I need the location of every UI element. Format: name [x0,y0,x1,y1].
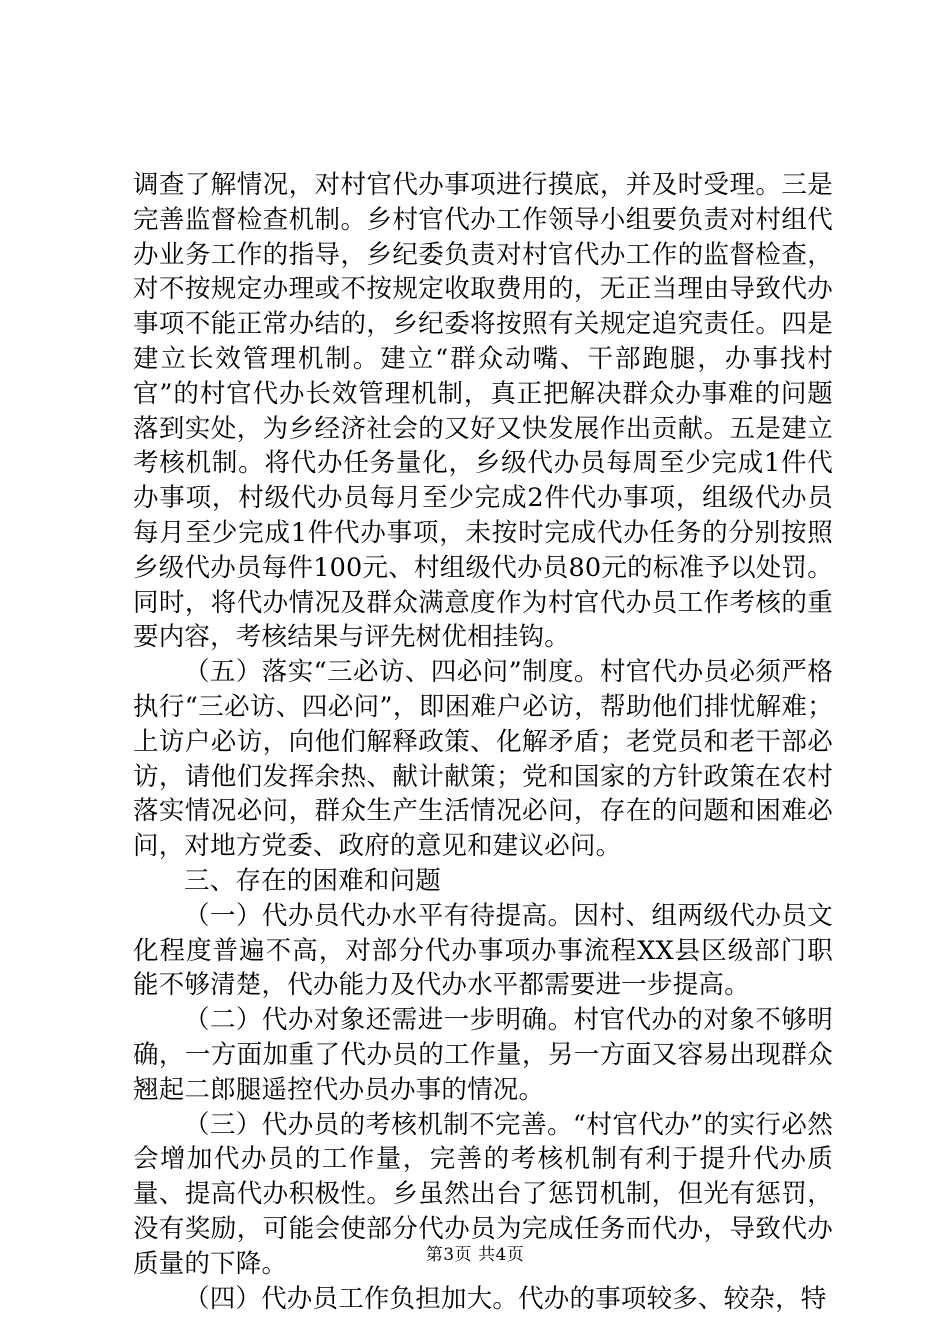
paragraph-2: （五）落实“三必访、四必问”制度。村官代办员必须严格执行“三必访、四必问”，即困难户必访，帮助他们排忧解难；上访户必访，向他们解释政策、化解矛盾；老党员和老干部必访，请他们发挥余热、献计献策；党和国家的方针政策在农村落实情况必问，群众生产生活情况必问，存在的问题和困难必问，对地方党委、政府的意见和建议必问。 [133,657,833,862]
page-footer [0,1244,950,1266]
paragraph-5: （三）代办员的考核机制不完善。“村官代办”的实行必然会增加代办员的工作量，完善的考核机制有利于提升代办质量、提高代办积极性。乡虽然出台了惩罚机制，但光有惩罚，没有奖励，可能会使部分代办员为完成任务而代办，导致代办质量的下降。 [133,1109,833,1279]
paragraph-6: （四）代办员工作负担加大。代办的事项较多、较杂，特 [184,1283,827,1314]
document-body [133,168,833,1316]
section-heading: 三、存在的困难和问题 [184,865,442,896]
paragraph-1: 调查了解情况，对村官代办事项进行摸底，并及时受理。三是完善监督检查机制。乡村官代办工作领导小组要负责对村组代办业务工作的指导，乡纪委负责对村官代办工作的监督检查，对不按规定办理或不按规定收取费用的，无正当理由导致代办事项不能正常办结的，乡纪委将按照有关规定追究责任。四是建立长效管理机制。建立“群众动嘴、干部跑腿，办事找村官”的村官代办长效管理机制，真正把解决群众办事难的问题落到实处，为乡经济社会的又好又快发展作出贡献。五是建立考核机制。将代办任务量化，乡级代办员每周至少完成1件代办事项，村级代办员每月至少完成2件代办事项，组级代办员每月至少完成1件代办事项，未按时完成代办任务的分别按照乡级代办员每件100元、村组级代办员80元的标准予以处罚。同时，将代办情况及群众满意度作为村官代办员工作考核的重要内容，考核结果与评先树优相挂钩。 [133,170,833,653]
paragraph-4: （二）代办对象还需进一步明确。村官代办的对象不够明确，一方面加重了代办员的工作量，另一方面又容易出现群众翘起二郎腿遥控代办员办事的情况。 [133,1005,833,1105]
page-number: 第3页 共4页 [425,1245,525,1265]
paragraph-3: （一）代办员代办水平有待提高。因村、组两级代办员文化程度普遍不高，对部分代办事项办事流程XX县区级部门职能不够清楚，代办能力及代办水平都需要进一步提高。 [133,900,833,1001]
